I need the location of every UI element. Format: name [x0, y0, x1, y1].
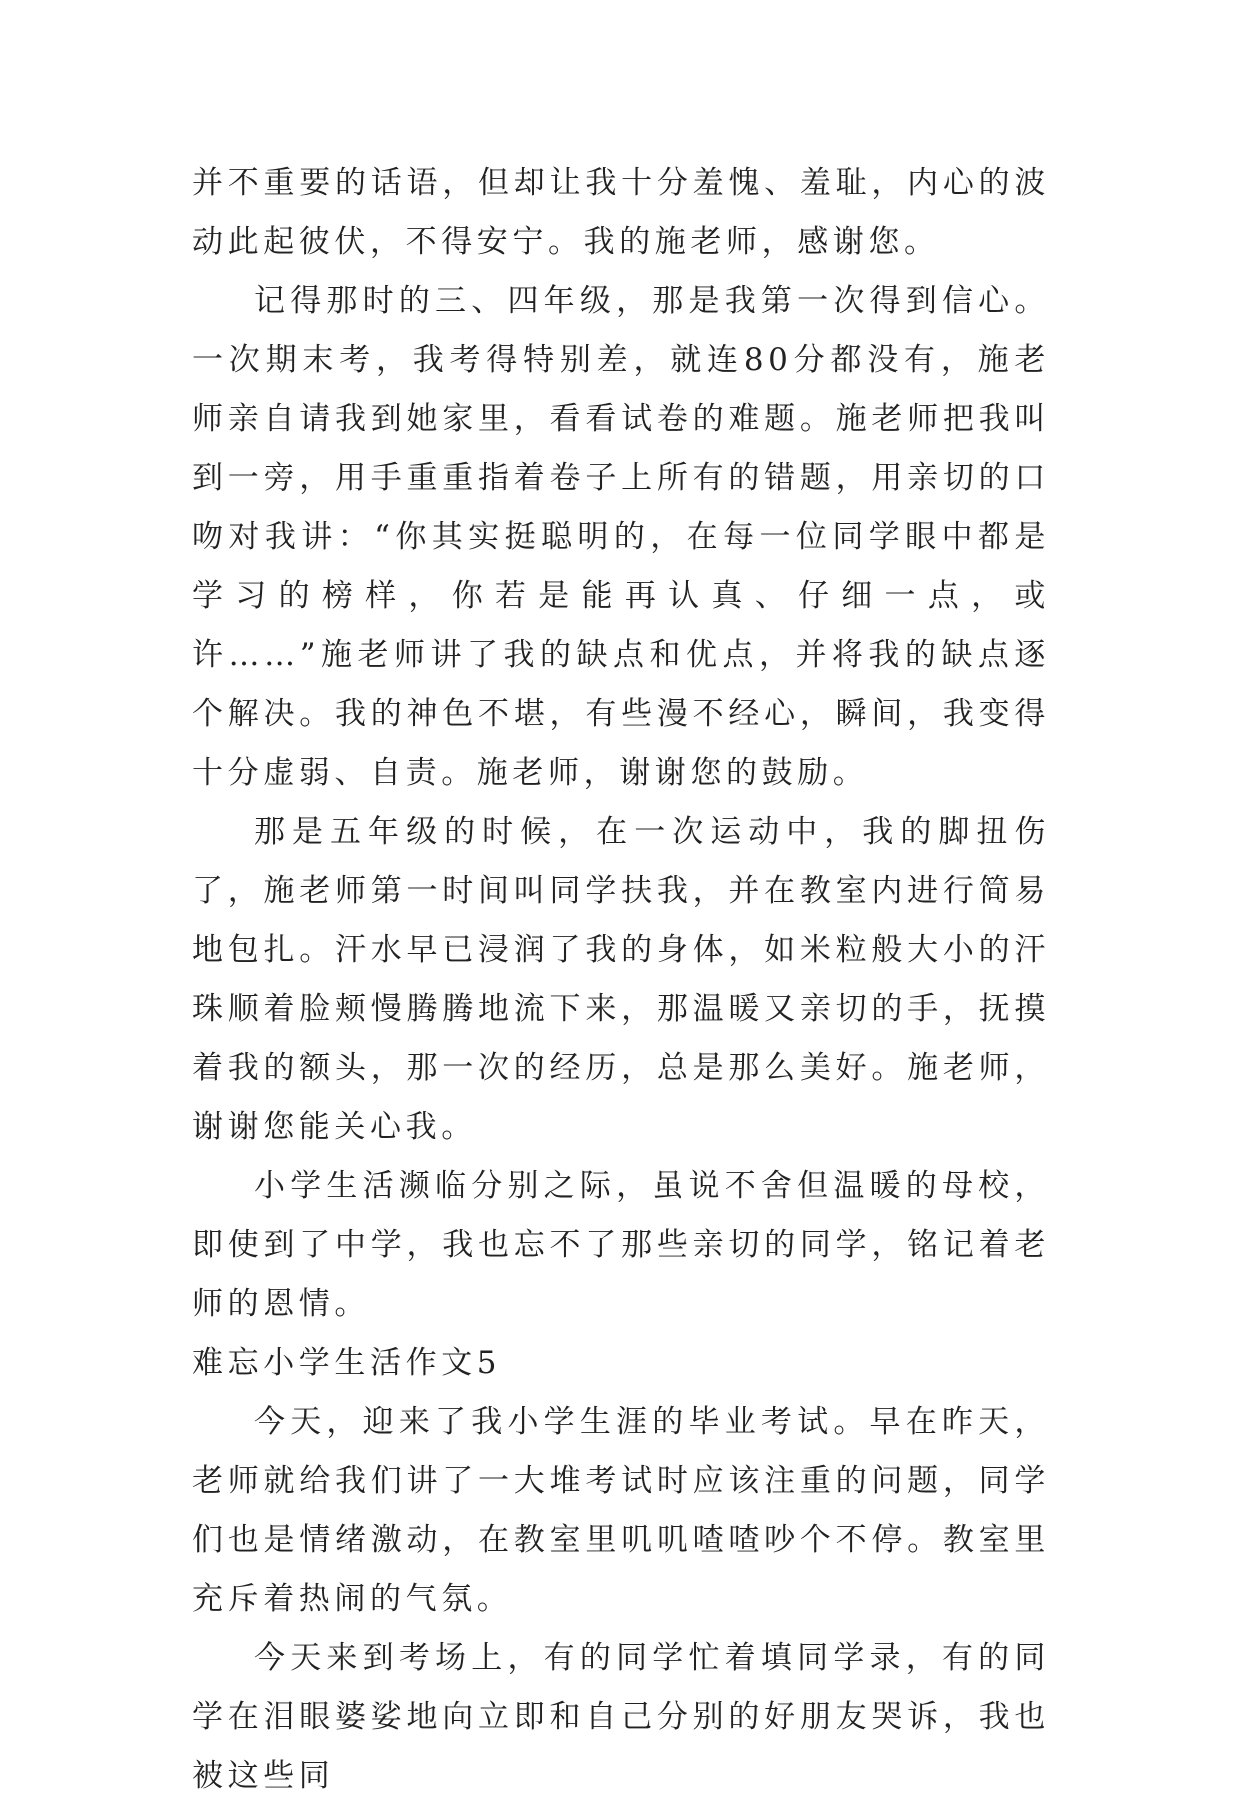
paragraph-6: 今天来到考场上，有的同学忙着填同学录，有的同学在泪眼婆娑地向立即和自己分别的好朋友哭诉，我也被这些同: [192, 1640, 1050, 1794]
paragraph-5: 今天，迎来了我小学生涯的毕业考试。早在昨天，老师就给我们讲了一大堆考试时应该注重的问题，同学们也是情绪激动，在教室里叽叽喳喳吵个不停。教室里充斥着热闹的气氛。: [192, 1404, 1050, 1617]
paragraph-4: 小学生活濒临分别之际，虽说不舍但温暖的母校，即使到了中学，我也忘不了那些亲切的同学，铭记着老师的恩情。: [192, 1168, 1050, 1322]
document-body: [192, 154, 1050, 1806]
paragraph-3: 那是五年级的时候，在一次运动中，我的脚扭伤了，施老师第一时间叫同学扶我，并在教室内进行简易地包扎。汗水早已浸润了我的身体，如米粒般大小的汗珠顺着脸颊慢腾腾地流下来，那温暖又亲切的手，抚摸着我的额头，那一次的经历，总是那么美好。施老师，谢谢您能关心我。: [192, 814, 1050, 1145]
section-heading: 难忘小学生活作文5: [192, 1345, 502, 1381]
paragraph-1: 并不重要的话语，但却让我十分羞愧、羞耻，内心的波动此起彼伏，不得安宁。我的施老师，感谢您。: [192, 165, 1050, 260]
paragraph-2: 记得那时的三、四年级，那是我第一次得到信心。一次期末考，我考得特别差，就连80分都没有，施老师亲自请我到她家里，看看试卷的难题。施老师把我叫到一旁，用手重重指着卷子上所有的错题，用亲切的口吻对我讲：“你其实挺聪明的，在每一位同学眼中都是学习的榜样，你若是能再认真、仔细一点，或许……”施老师讲了我的缺点和优点，并将我的缺点逐个解决。我的神色不堪，有些漫不经心，瞬间，我变得十分虚弱、自责。施老师，谢谢您的鼓励。: [192, 283, 1050, 791]
